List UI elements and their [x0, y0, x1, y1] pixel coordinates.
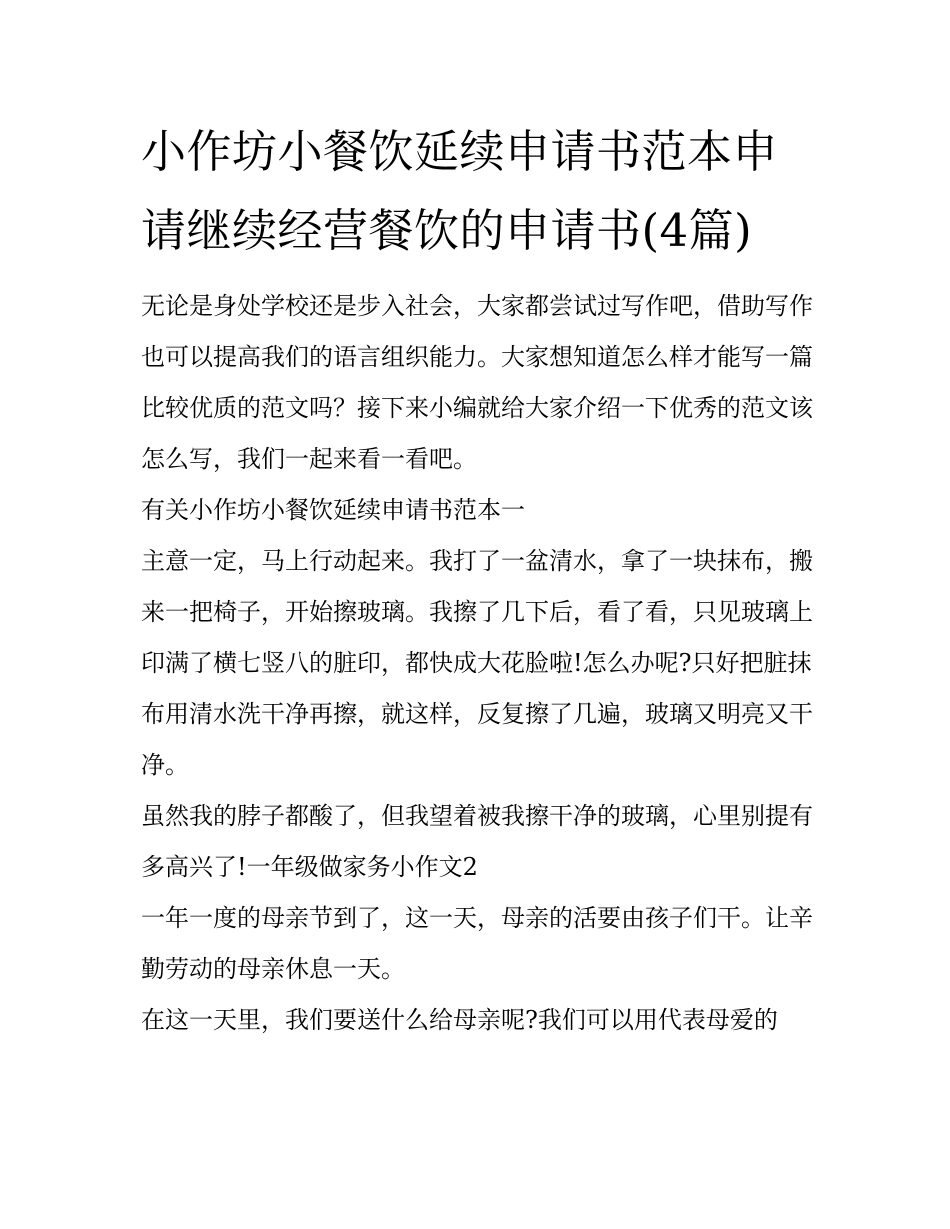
body-paragraph: 主意一定，马上行动起来。我打了一盆清水，拿了一块抹布，搬来一把椅子，开始擦玻璃。我擦了几下后，看了看，只见玻璃上印满了横七竖八的脏印，都快成大花脸啦!怎么办呢?只好把脏抹布用清水洗干净再擦，就这样，反复擦了几遍，玻璃又明亮又干净。 — [141, 547, 813, 779]
intro-paragraph: 无论是身处学校还是步入社会，大家都尝试过写作吧，借助写作也可以提高我们的语言组织能力。大家想知道怎么样才能写一篇比较优质的范文吗？接下来小编就给大家介绍一下优秀的范文该怎么写，我们一起来看一看吧。 — [141, 292, 813, 473]
body-paragraph: 虽然我的脖子都酸了，但我望着被我擦干净的玻璃，心里别提有多高兴了!一年级做家务小作文2 — [141, 802, 813, 881]
section-heading: 有关小作坊小餐饮延续申请书范本一 — [141, 496, 525, 524]
body-paragraph: 一年一度的母亲节到了，这一天，母亲的活要由孩子们干。让辛勤劳动的母亲休息一天。 — [141, 904, 813, 983]
document-title: 小作坊小餐饮延续申请书范本申请继续经营餐饮的申请书(4篇) — [141, 125, 779, 257]
body-paragraph: 在这一天里，我们要送什么给母亲呢?我们可以用代表母爱的 — [141, 1006, 778, 1034]
document-content — [141, 112, 816, 1046]
document-body — [141, 281, 816, 1046]
